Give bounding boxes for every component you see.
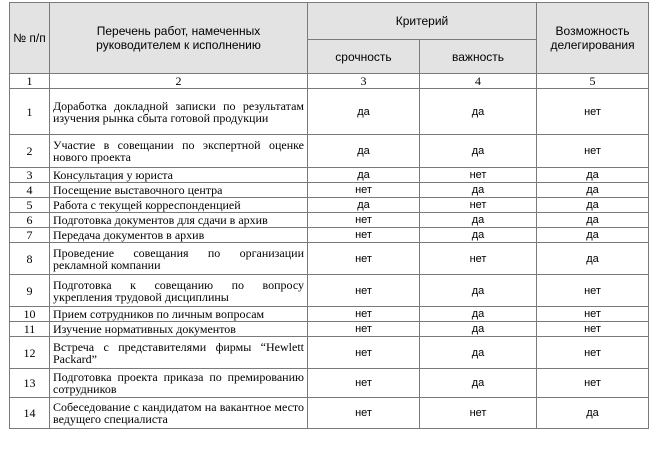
delegation-value: да [537,228,649,243]
column-number-row [10,74,649,89]
column-number: 2 [50,74,308,89]
urgency-value: нет [308,337,420,369]
header-urgency: срочность [308,40,420,74]
table-row [10,307,649,322]
task-priority-table [9,2,649,429]
delegation-value: да [537,213,649,228]
urgency-value: нет [308,307,420,322]
delegation-value: нет [537,275,649,307]
row-number: 4 [10,183,50,198]
importance-value: нет [420,243,537,275]
urgency-value: нет [308,322,420,337]
delegation-value: нет [537,307,649,322]
urgency-value: нет [308,213,420,228]
column-number: 1 [10,74,50,89]
task-description: Изучение нормативных документов [50,322,308,337]
task-description: Проведение совещания по организации рекламной компании [50,243,308,275]
urgency-value: да [308,168,420,183]
column-number: 5 [537,74,649,89]
task-description: Участие в совещании по экспертной оценке нового проекта [50,135,308,168]
importance-value: да [420,275,537,307]
importance-value: да [420,228,537,243]
importance-value: да [420,337,537,369]
header-num: № п/п [10,3,50,74]
column-number: 3 [308,74,420,89]
importance-value: нет [420,398,537,429]
delegation-value: нет [537,322,649,337]
row-number: 14 [10,398,50,429]
row-number: 5 [10,198,50,213]
delegation-value: нет [537,89,649,135]
delegation-value: да [537,168,649,183]
row-number: 1 [10,89,50,135]
table-row [10,275,649,307]
table-row [10,369,649,398]
importance-value: да [420,89,537,135]
urgency-value: да [308,89,420,135]
header-importance: важность [420,40,537,74]
urgency-value: нет [308,243,420,275]
importance-value: да [420,307,537,322]
importance-value: да [420,369,537,398]
table-row [10,337,649,369]
header-delegation: Возможность делегирования [537,3,649,74]
table-row [10,213,649,228]
urgency-value: да [308,135,420,168]
task-description: Собеседование с кандидатом на вакантное место ведущего специалиста [50,398,308,429]
urgency-value: нет [308,183,420,198]
task-description: Посещение выставочного центра [50,183,308,198]
task-description: Подготовка проекта приказа по премированию сотрудников [50,369,308,398]
task-description: Встреча с представителями фирмы “Hewlett Packard” [50,337,308,369]
task-description: Подготовка документов для сдачи в архив [50,213,308,228]
row-number: 3 [10,168,50,183]
table-row [10,183,649,198]
row-number: 8 [10,243,50,275]
delegation-value: да [537,198,649,213]
row-number: 6 [10,213,50,228]
delegation-value: да [537,398,649,429]
importance-value: да [420,183,537,198]
delegation-value: да [537,183,649,198]
table-row [10,168,649,183]
importance-value: нет [420,198,537,213]
table-row [10,135,649,168]
column-number: 4 [420,74,537,89]
importance-value: нет [420,168,537,183]
header-criterion: Критерий [308,3,537,40]
table-row [10,243,649,275]
row-number: 2 [10,135,50,168]
row-number: 13 [10,369,50,398]
delegation-value: нет [537,369,649,398]
table-row [10,89,649,135]
row-number: 7 [10,228,50,243]
task-description: Работа с текущей корреспонденцией [50,198,308,213]
urgency-value: нет [308,369,420,398]
delegation-value: нет [537,337,649,369]
importance-value: да [420,322,537,337]
row-number: 9 [10,275,50,307]
urgency-value: нет [308,398,420,429]
task-description: Консультация у юриста [50,168,308,183]
task-description: Передача документов в архив [50,228,308,243]
header-task-list: Перечень работ, намеченных руководителем к исполнению [50,3,308,74]
table-row [10,322,649,337]
row-number: 12 [10,337,50,369]
importance-value: да [420,213,537,228]
urgency-value: нет [308,275,420,307]
task-description: Подготовка к совещанию по вопросу укрепления трудовой дисциплины [50,275,308,307]
importance-value: да [420,135,537,168]
task-description: Прием сотрудников по личным вопросам [50,307,308,322]
urgency-value: нет [308,228,420,243]
task-description: Доработка докладной записки по результатам изучения рынка сбыта готовой продукции [50,89,308,135]
delegation-value: да [537,243,649,275]
urgency-value: да [308,198,420,213]
row-number: 10 [10,307,50,322]
table-row [10,228,649,243]
table-row [10,398,649,429]
delegation-value: нет [537,135,649,168]
table-row [10,198,649,213]
row-number: 11 [10,322,50,337]
